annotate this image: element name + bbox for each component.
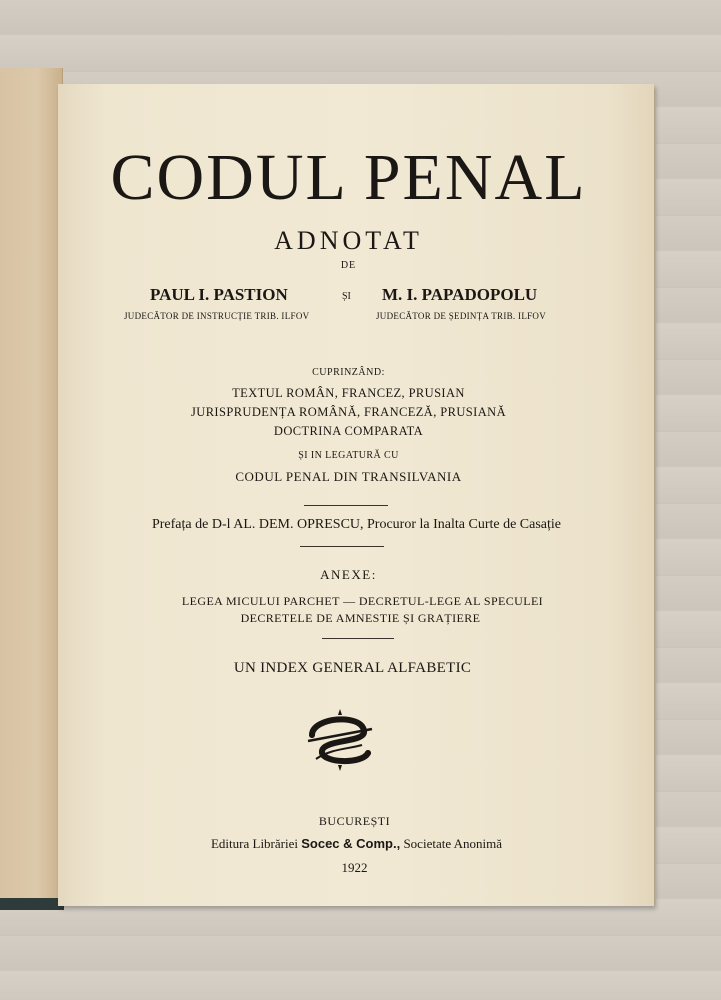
publisher-line [0,836,717,852]
contents-line: DOCTRINA COMPARATA [273,424,424,438]
socec-monogram-icon [302,705,378,771]
author-1-role: JUDECĂTOR DE INSTRUCȚIE TRIB. ILFOV [124,311,310,321]
publication-year: 1922 [341,860,368,875]
contents-heading: CUPRINZÂND: [312,367,385,378]
publisher-suffix: Societate Anonimă [403,836,503,851]
divider [322,638,394,639]
divider [304,505,388,506]
author-2: M. I. PAPADOPOLU [382,285,538,304]
annex-line: DECRETELE DE AMNESTIE ȘI GRAȚIERE [240,611,481,625]
preface-line: Prefața de D-l AL. DEM. OPRESCU, Procuror la Inalta Curte de Casație [151,517,562,532]
transylvania-code: CODUL PENAL DIN TRANSILVANIA [235,469,462,484]
contents-line: JURISPRUDENȚA ROMÂNĂ, FRANCEZĂ, PRUSIANĂ [191,405,506,419]
author-2-role: JUDECĂTOR DE ȘEDINȚA TRIB. ILFOV [376,311,547,321]
annex-line: LEGEA MICULUI PARCHET — DECRETUL-LEGE AL SPECULEI [181,594,544,608]
conjunction: ȘI [342,291,351,302]
by-label: DE [340,260,357,271]
divider [300,546,384,547]
city: BUCUREȘTI [318,814,391,828]
book-subtitle: ADNOTAT [274,226,423,255]
connection-label: ȘI IN LEGATURĂ CU [298,450,399,461]
author-1: PAUL I. PASTION [150,285,288,304]
book-title: CODUL PENAL [110,141,587,214]
book-cover-edge [0,898,64,910]
publisher-name: Socec & Comp., [301,836,401,851]
publisher-prefix: Editura Librăriei [210,836,298,851]
annexes-heading: ANEXE: [320,567,377,582]
contents-line: TEXTUL ROMÂN, FRANCEZ, PRUSIAN [232,386,465,400]
index-line: UN INDEX GENERAL ALFABETIC [233,660,472,676]
